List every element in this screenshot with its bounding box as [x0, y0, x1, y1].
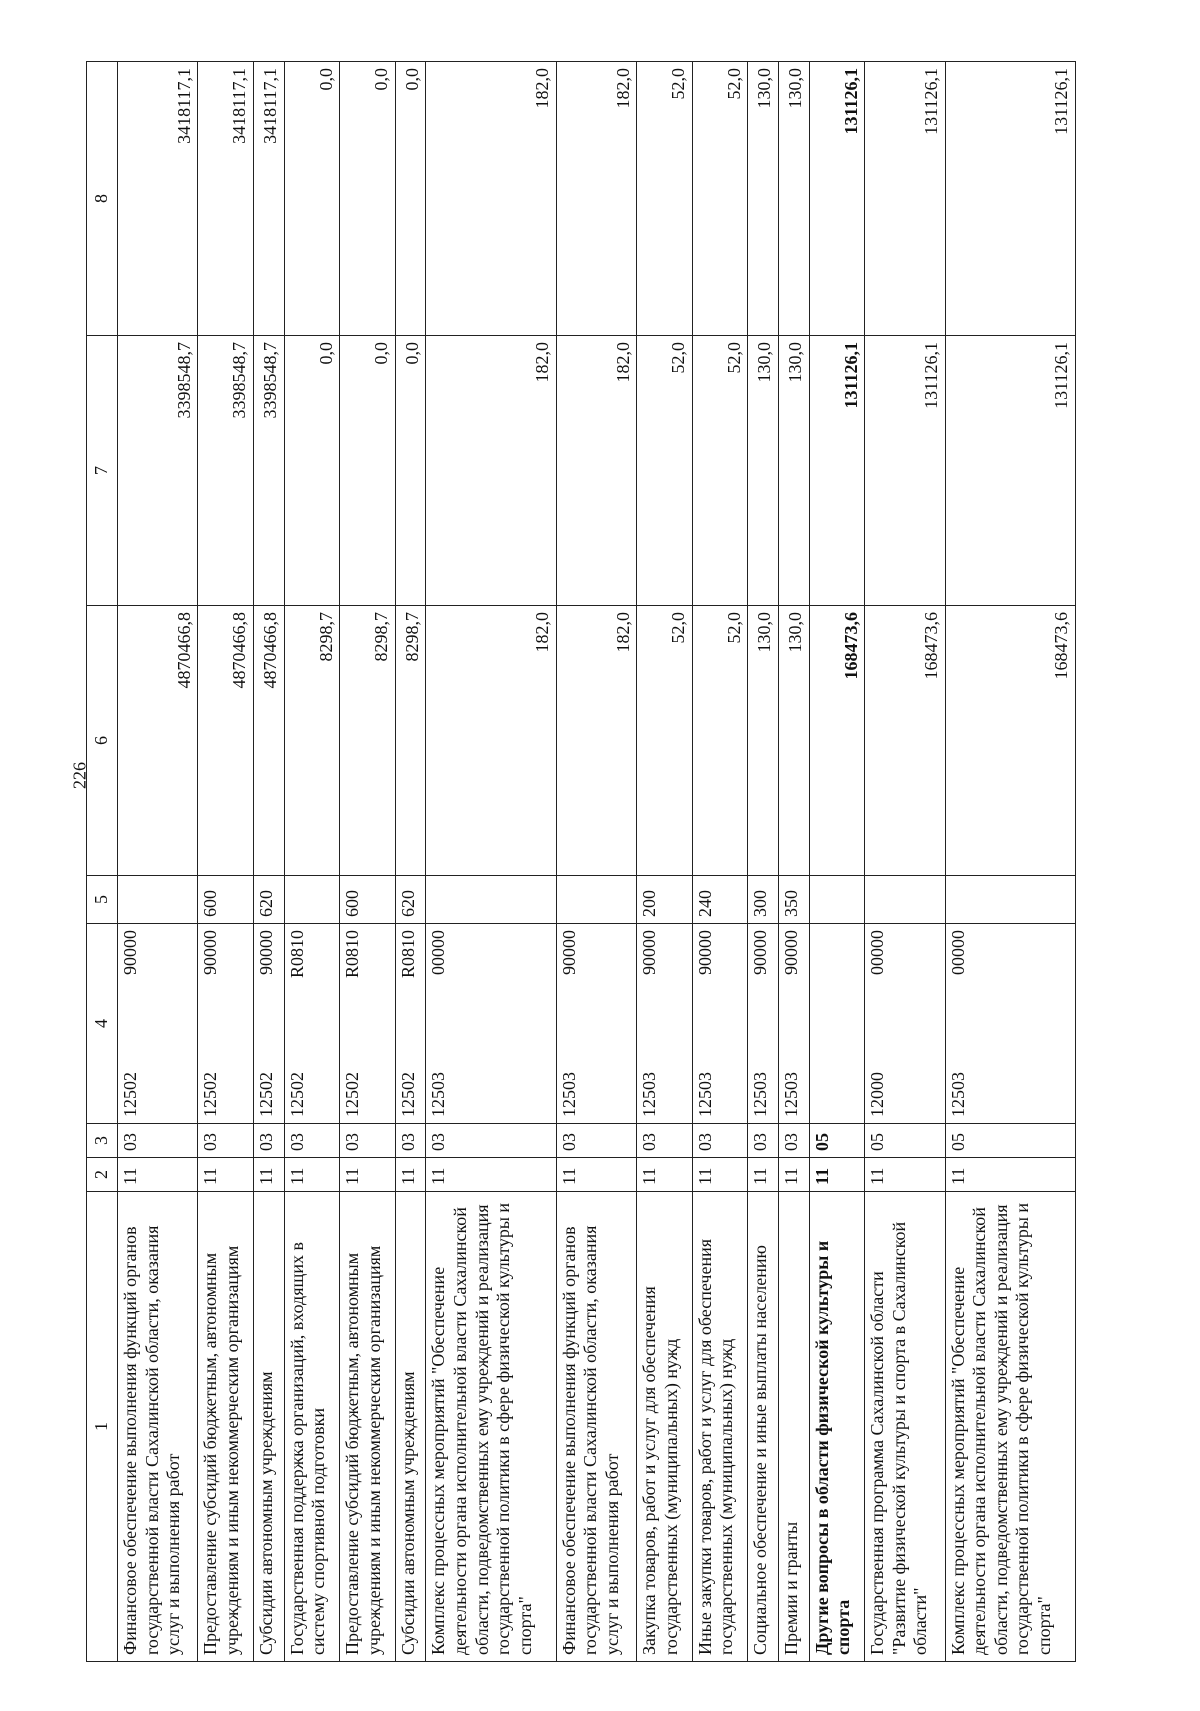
program-code-part-b: R0810 [286, 930, 307, 979]
row-amount-col-8: 3418117,1 [198, 62, 254, 336]
row-amount-col-8: 182,0 [426, 62, 556, 336]
row-expense-type: 240 [692, 876, 748, 924]
row-program-code [395, 924, 426, 1124]
row-section-code: 11 [748, 1158, 779, 1192]
rotated-page [86, 62, 1076, 1662]
row-amount-col-6: 168473,6 [865, 606, 945, 876]
row-amount-col-7: 182,0 [556, 336, 636, 606]
program-code-part-b: 90000 [120, 930, 140, 975]
row-section-code: 11 [809, 1158, 865, 1192]
row-amount-col-7: 52,0 [692, 336, 748, 606]
program-code-part-b: 90000 [200, 930, 221, 975]
table-row [945, 62, 1075, 1662]
row-amount-col-8: 52,0 [637, 62, 693, 336]
page-number: 226 [69, 762, 90, 789]
program-code-part-a: 12502 [120, 1072, 140, 1117]
row-expense-type [945, 876, 1075, 924]
program-code-part-a: 12502 [286, 1072, 307, 1117]
row-amount-col-6: 4870466,8 [118, 606, 198, 876]
header-cell: 7 [87, 336, 118, 606]
row-subsection-code: 03 [198, 1124, 254, 1158]
program-code-part-a: 12503 [947, 1072, 968, 1117]
row-section-code: 11 [340, 1158, 396, 1192]
row-expense-type: 600 [340, 876, 396, 924]
row-amount-col-8: 52,0 [692, 62, 748, 336]
program-code-part-b: 90000 [750, 930, 771, 975]
table-row [118, 62, 198, 1662]
row-amount-col-8: 131126,1 [809, 62, 865, 336]
program-code-part-b: R0810 [342, 930, 363, 979]
header-cell: 1 [87, 1192, 118, 1662]
row-section-code: 11 [284, 1158, 340, 1192]
row-name: Государственная поддержка организаций, входящих в систему спортивной подготовки [284, 1192, 340, 1662]
program-code-part-b: R0810 [397, 930, 418, 979]
row-expense-type: 620 [254, 876, 285, 924]
program-code-part-a: 12503 [694, 1072, 715, 1117]
program-code-part-b: 90000 [256, 930, 277, 975]
row-amount-col-6: 4870466,8 [254, 606, 285, 876]
row-program-code [426, 924, 556, 1124]
row-name: Предоставление субсидий бюджетным, автономным учреждениям и иным некоммерческим организациям [340, 1192, 396, 1662]
table-row [865, 62, 945, 1662]
row-subsection-code: 03 [254, 1124, 285, 1158]
row-subsection-code: 03 [637, 1124, 693, 1158]
header-cell: 4 [87, 924, 118, 1124]
row-amount-col-7: 0,0 [395, 336, 426, 606]
row-amount-col-8: 3418117,1 [118, 62, 198, 336]
program-code-part-b: 90000 [694, 930, 715, 975]
table-row [254, 62, 285, 1662]
row-program-code [865, 924, 945, 1124]
budget-table [86, 61, 1076, 1662]
row-amount-col-8: 182,0 [556, 62, 636, 336]
row-subsection-code: 03 [395, 1124, 426, 1158]
program-code-part-a: 12502 [397, 1072, 418, 1117]
row-subsection-code: 03 [426, 1124, 556, 1158]
row-amount-col-6: 182,0 [556, 606, 636, 876]
program-code-part-a: 12503 [639, 1072, 660, 1117]
row-amount-col-7: 0,0 [340, 336, 396, 606]
row-subsection-code: 03 [340, 1124, 396, 1158]
row-amount-col-6: 130,0 [778, 606, 809, 876]
row-name: Субсидии автономным учреждениям [395, 1192, 426, 1662]
row-amount-col-8: 3418117,1 [254, 62, 285, 336]
row-program-code [637, 924, 693, 1124]
row-name: Премии и гранты [778, 1192, 809, 1662]
row-section-code: 11 [395, 1158, 426, 1192]
program-code-part-b: 00000 [867, 930, 888, 975]
table-row [426, 62, 556, 1662]
row-section-code: 11 [426, 1158, 556, 1192]
header-cell: 2 [87, 1158, 118, 1192]
row-subsection-code: 03 [692, 1124, 748, 1158]
program-code-part-a: 12000 [867, 1072, 888, 1117]
row-program-code [556, 924, 636, 1124]
program-code-part-b: 90000 [780, 930, 801, 975]
row-section-code: 11 [254, 1158, 285, 1192]
row-name: Иные закупки товаров, работ и услуг для обеспечения государственных (муниципальных) нужд [692, 1192, 748, 1662]
program-code-part-a: 12502 [200, 1072, 221, 1117]
table-row [692, 62, 748, 1662]
row-program-code [748, 924, 779, 1124]
row-name: Предоставление субсидий бюджетным, автономным учреждениям и иным некоммерческим организациям [198, 1192, 254, 1662]
row-name: Финансовое обеспечение выполнения функций органов государственной власти Сахалинской области, оказания услуг и выполнения работ [556, 1192, 636, 1662]
row-amount-col-8: 0,0 [395, 62, 426, 336]
row-expense-type: 350 [778, 876, 809, 924]
row-expense-type [426, 876, 556, 924]
row-expense-type [118, 876, 198, 924]
row-amount-col-6: 8298,7 [340, 606, 396, 876]
row-amount-col-7: 3398548,7 [198, 336, 254, 606]
row-amount-col-6: 52,0 [692, 606, 748, 876]
row-name: Комплекс процессных мероприятий "Обеспечение деятельности органа исполнительной власти Сахалинской области, подведомственных ему учреждений и реализация государственной политики в сфере физической культуры и спорта" [426, 1192, 556, 1662]
row-expense-type [284, 876, 340, 924]
table-row [340, 62, 396, 1662]
row-amount-col-7: 130,0 [778, 336, 809, 606]
table-row [556, 62, 636, 1662]
row-amount-col-7: 0,0 [284, 336, 340, 606]
table-row [284, 62, 340, 1662]
row-expense-type: 620 [395, 876, 426, 924]
row-section-code: 11 [637, 1158, 693, 1192]
row-name: Финансовое обеспечение выполнения функций органов государственной власти Сахалинской области, оказания услуг и выполнения работ [118, 1192, 198, 1662]
row-expense-type [865, 876, 945, 924]
row-amount-col-7: 52,0 [637, 336, 693, 606]
row-subsection-code: 05 [945, 1124, 1075, 1158]
header-cell: 3 [87, 1124, 118, 1158]
row-amount-col-7: 3398548,7 [254, 336, 285, 606]
row-section-code: 11 [692, 1158, 748, 1192]
row-amount-col-7: 3398548,7 [118, 336, 198, 606]
row-name: Государственная программа Сахалинской области "Развитие физической культуры и спорта в Сахалинской области" [865, 1192, 945, 1662]
row-subsection-code: 03 [118, 1124, 198, 1158]
row-amount-col-6: 130,0 [748, 606, 779, 876]
header-cell: 5 [87, 876, 118, 924]
header-cell: 6 [87, 606, 118, 876]
row-name: Социальное обеспечение и иные выплаты населению [748, 1192, 779, 1662]
row-program-code [254, 924, 285, 1124]
row-subsection-code: 03 [556, 1124, 636, 1158]
program-code-part-a: 12502 [256, 1072, 277, 1117]
row-amount-col-6: 168473,6 [945, 606, 1075, 876]
table-row [778, 62, 809, 1662]
program-code-part-a: 12503 [428, 1072, 449, 1117]
row-program-code [118, 924, 198, 1124]
row-program-code [945, 924, 1075, 1124]
row-name: Другие вопросы в области физической культуры и спорта [809, 1192, 865, 1662]
row-section-code: 11 [556, 1158, 636, 1192]
row-amount-col-6: 8298,7 [395, 606, 426, 876]
program-code-part-b: 00000 [428, 930, 449, 975]
row-expense-type: 300 [748, 876, 779, 924]
row-expense-type [556, 876, 636, 924]
table-header-row [87, 62, 118, 1662]
row-program-code [809, 924, 865, 1124]
row-amount-col-6: 8298,7 [284, 606, 340, 876]
table-row [809, 62, 865, 1662]
row-amount-col-8: 0,0 [340, 62, 396, 336]
row-program-code [198, 924, 254, 1124]
row-name: Закупка товаров, работ и услуг для обеспечения государственных (муниципальных) нужд [637, 1192, 693, 1662]
row-subsection-code: 03 [778, 1124, 809, 1158]
row-amount-col-6: 182,0 [426, 606, 556, 876]
row-subsection-code: 05 [809, 1124, 865, 1158]
program-code-part-b: 00000 [947, 930, 968, 975]
row-amount-col-7: 130,0 [748, 336, 779, 606]
row-amount-col-6: 52,0 [637, 606, 693, 876]
row-subsection-code: 03 [284, 1124, 340, 1158]
row-program-code [692, 924, 748, 1124]
header-cell: 8 [87, 62, 118, 336]
table-row [637, 62, 693, 1662]
row-section-code: 11 [778, 1158, 809, 1192]
row-amount-col-7: 131126,1 [865, 336, 945, 606]
row-amount-col-8: 0,0 [284, 62, 340, 336]
row-section-code: 11 [865, 1158, 945, 1192]
row-expense-type [809, 876, 865, 924]
row-section-code: 11 [118, 1158, 198, 1192]
program-code-part-a: 12503 [780, 1072, 801, 1117]
row-amount-col-7: 131126,1 [945, 336, 1075, 606]
row-section-code: 11 [198, 1158, 254, 1192]
row-amount-col-7: 131126,1 [809, 336, 865, 606]
program-code-part-b: 90000 [639, 930, 660, 975]
row-amount-col-7: 182,0 [426, 336, 556, 606]
row-subsection-code: 05 [865, 1124, 945, 1158]
row-program-code [340, 924, 396, 1124]
row-subsection-code: 03 [748, 1124, 779, 1158]
row-amount-col-8: 131126,1 [865, 62, 945, 336]
program-code-part-b: 90000 [558, 930, 579, 975]
row-section-code: 11 [945, 1158, 1075, 1192]
program-code-part-a: 12503 [750, 1072, 771, 1117]
row-name: Субсидии автономным учреждениям [254, 1192, 285, 1662]
table-row [198, 62, 254, 1662]
program-code-part-a: 12502 [342, 1072, 363, 1117]
table-row [748, 62, 779, 1662]
row-amount-col-6: 4870466,8 [198, 606, 254, 876]
row-program-code [284, 924, 340, 1124]
row-amount-col-8: 130,0 [778, 62, 809, 336]
row-amount-col-8: 130,0 [748, 62, 779, 336]
row-program-code [778, 924, 809, 1124]
row-name: Комплекс процессных мероприятий "Обеспечение деятельности органа исполнительной власти Сахалинской области, подведомственных ему учреждений и реализация государственной политики в сфере физической культуры и спорта" [945, 1192, 1075, 1662]
row-amount-col-8: 131126,1 [945, 62, 1075, 336]
program-code-part-a: 12503 [558, 1072, 579, 1117]
row-expense-type: 600 [198, 876, 254, 924]
table-row [395, 62, 426, 1662]
row-amount-col-6: 168473,6 [809, 606, 865, 876]
row-expense-type: 200 [637, 876, 693, 924]
